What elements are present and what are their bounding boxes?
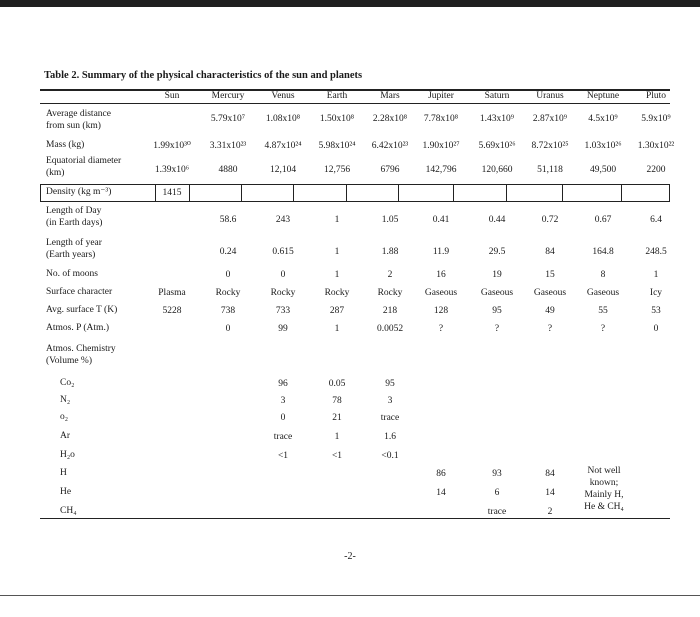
column-header-venus: Venus (271, 91, 295, 101)
cell-h2o-venus: <1 (277, 451, 289, 461)
cell-o2-mars: trace (380, 413, 400, 423)
column-header-sun: Sun (164, 91, 180, 101)
cell-moons-neptune: 8 (600, 270, 606, 280)
cell-diameter-neptune: 49,500 (589, 165, 617, 175)
cell-mass-uranus: 8.72x10²⁵ (531, 141, 569, 151)
cell-diameter-sun: 1.39x10⁶ (154, 165, 190, 175)
cell-moons-mercury: 0 (225, 270, 231, 280)
cell-temp-saturn: 95 (492, 306, 502, 316)
cell-moons-mars: 2 (387, 270, 393, 280)
row-label-co2: Co₂ (60, 378, 75, 388)
cell-moons-pluto: 1 (653, 270, 659, 280)
cell-pressure-pluto: 0 (653, 324, 659, 334)
cell-moons-venus: 0 (280, 270, 286, 280)
cell-pressure-venus: 99 (278, 324, 288, 334)
cell-pressure-mars: 0.0052 (376, 324, 404, 334)
cell-diameter-venus: 12,104 (269, 165, 297, 175)
cell-year-venus: 0.615 (272, 247, 294, 257)
column-header-jupiter: Jupiter (428, 91, 454, 101)
column-header-mars: Mars (380, 91, 400, 101)
cell-distance-neptune: 4.5x10⁹ (588, 114, 618, 124)
cell-mass-earth: 5.98x10²⁴ (318, 141, 356, 151)
row-label-he: He (60, 487, 72, 497)
cell-pressure-jupiter: ? (438, 324, 444, 334)
cell-diameter-jupiter: 142,796 (425, 165, 457, 175)
page-number: -2- (344, 551, 356, 562)
row-label-day-line2: (in Earth days) (46, 218, 103, 228)
cell-surface-mars: Rocky (377, 288, 403, 298)
cell-n2-earth: 78 (332, 396, 342, 406)
cell-ar-venus: trace (273, 432, 293, 442)
row-label-chem: Atmos. Chemistry (46, 344, 116, 354)
cell-mass-venus: 4.87x10²⁴ (264, 141, 302, 151)
cell-density-sun: 1415 (162, 188, 182, 198)
cell-mass-jupiter: 1.90x10²⁷ (422, 141, 460, 151)
cell-he-saturn: 6 (494, 488, 500, 498)
cell-n2-venus: 3 (280, 396, 286, 406)
cell-moons-uranus: 15 (545, 270, 555, 280)
header-bottom-rule (40, 103, 670, 104)
cell-year-pluto: 248.5 (645, 247, 667, 257)
cell-year-neptune: 164.8 (592, 247, 614, 257)
cell-diameter-saturn: 120,660 (481, 165, 513, 175)
cell-day-jupiter: 0.41 (432, 215, 450, 225)
cell-day-neptune: 0.67 (594, 215, 612, 225)
column-header-uranus: Uranus (536, 91, 564, 101)
table-title: Table 2. Summary of the physical characteristics of the sun and planets (44, 70, 363, 81)
cell-temp-earth: 287 (329, 306, 345, 316)
cell-n2-mars: 3 (387, 396, 393, 406)
neptune-note-line-2: known; (589, 478, 619, 488)
column-header-earth: Earth (326, 91, 348, 101)
column-header-mercury: Mercury (211, 91, 245, 101)
cell-distance-venus: 1.08x10⁸ (265, 114, 301, 124)
cell-moons-earth: 1 (334, 270, 340, 280)
cell-temp-uranus: 49 (545, 306, 555, 316)
cell-diameter-mars: 6796 (380, 165, 400, 175)
cell-surface-venus: Rocky (270, 288, 296, 298)
row-label-h: H (60, 468, 67, 478)
cell-co2-mars: 95 (385, 379, 395, 389)
row-label-density: Density (kg m⁻³) (46, 187, 112, 197)
row-label-mass: Mass (kg) (46, 140, 85, 150)
cell-temp-pluto: 53 (651, 306, 661, 316)
cell-pressure-uranus: ? (547, 324, 553, 334)
neptune-note-line-3: Mainly H, (584, 490, 624, 500)
row-label-surface: Surface character (46, 287, 113, 297)
cell-surface-saturn: Gaseous (480, 288, 514, 298)
cell-ch4-uranus: 2 (547, 507, 553, 517)
cell-surface-uranus: Gaseous (533, 288, 567, 298)
row-label-o2: o₂ (60, 412, 69, 422)
cell-moons-saturn: 19 (492, 270, 502, 280)
cell-he-uranus: 14 (545, 488, 555, 498)
cell-mass-neptune: 1.03x10²⁶ (584, 141, 622, 151)
cell-surface-neptune: Gaseous (586, 288, 620, 298)
cell-day-mars: 1.05 (381, 215, 399, 225)
row-label-n2: N₂ (60, 395, 71, 405)
cell-year-saturn: 29.5 (488, 247, 506, 257)
density-row-box (40, 184, 670, 202)
page-bottom-line (0, 595, 700, 596)
cell-year-uranus: 84 (545, 247, 555, 257)
column-header-neptune: Neptune (586, 91, 620, 101)
cell-year-jupiter: 11.9 (432, 247, 450, 257)
row-label-chem-line2: (Volume %) (46, 356, 92, 366)
row-label-distance-line2: from sun (km) (46, 121, 101, 131)
cell-pressure-mercury: 0 (225, 324, 231, 334)
cell-pressure-earth: 1 (334, 324, 340, 334)
cell-year-earth: 1 (334, 247, 340, 257)
cell-day-earth: 1 (334, 215, 340, 225)
cell-h-jupiter: 86 (436, 469, 446, 479)
cell-mass-sun: 1.99x10³⁰ (153, 141, 191, 151)
cell-moons-jupiter: 16 (436, 270, 446, 280)
cell-pressure-saturn: ? (494, 324, 500, 334)
cell-h-uranus: 84 (545, 469, 555, 479)
row-label-h2o: H₂o (60, 450, 75, 460)
cell-day-venus: 243 (275, 215, 291, 225)
top-bar (0, 0, 700, 7)
cell-day-uranus: 0.72 (541, 215, 559, 225)
cell-mass-mars: 6.42x10²³ (371, 141, 409, 151)
cell-co2-earth: 0.05 (328, 379, 346, 389)
cell-surface-sun: Plasma (158, 288, 186, 298)
table-bottom-rule (40, 518, 670, 519)
cell-temp-mars: 218 (382, 306, 398, 316)
row-label-diameter: Equatorial diameter (46, 156, 122, 166)
neptune-note-line-1: Not well (587, 466, 621, 476)
cell-surface-pluto: Icy (649, 288, 663, 298)
column-header-pluto: Pluto (645, 91, 667, 101)
cell-o2-earth: 21 (332, 413, 342, 423)
cell-day-saturn: 0.44 (488, 215, 506, 225)
cell-ar-mars: 1.6 (384, 432, 396, 442)
cell-temp-neptune: 55 (598, 306, 608, 316)
row-label-moons: No. of moons (46, 269, 98, 279)
cell-co2-venus: 96 (278, 379, 288, 389)
cell-mass-saturn: 5.69x10²⁶ (478, 141, 516, 151)
cell-diameter-mercury: 4880 (218, 165, 238, 175)
cell-o2-venus: 0 (280, 413, 286, 423)
cell-surface-earth: Rocky (324, 288, 350, 298)
cell-diameter-earth: 12,756 (323, 165, 351, 175)
cell-day-pluto: 6.4 (650, 215, 662, 225)
cell-year-mars: 1.88 (381, 247, 399, 257)
cell-h2o-mars: <0.1 (381, 451, 399, 461)
cell-h-saturn: 93 (492, 469, 502, 479)
cell-h2o-earth: <1 (331, 451, 343, 461)
row-label-day: Length of Day (46, 206, 102, 216)
cell-distance-saturn: 1.43x10⁹ (479, 114, 515, 124)
cell-surface-jupiter: Gaseous (424, 288, 458, 298)
row-label-ch4: CH₄ (60, 506, 77, 516)
cell-distance-pluto: 5.9x10⁹ (641, 114, 671, 124)
cell-diameter-pluto: 2200 (646, 165, 666, 175)
column-header-saturn: Saturn (484, 91, 510, 101)
cell-mass-pluto: 1.30x10²² (637, 141, 675, 151)
cell-distance-uranus: 2.87x10⁹ (532, 114, 568, 124)
cell-day-mercury: 58.6 (219, 215, 237, 225)
cell-year-mercury: 0.24 (219, 247, 237, 257)
row-label-pressure: Atmos. P (Atm.) (46, 323, 109, 333)
row-label-distance: Average distance (46, 109, 111, 119)
cell-distance-mars: 2.28x10⁸ (372, 114, 408, 124)
row-label-year-line2: (Earth years) (46, 250, 96, 260)
row-label-temp: Avg. surface T (K) (46, 305, 118, 315)
row-label-year: Length of year (46, 238, 102, 248)
cell-temp-jupiter: 128 (433, 306, 449, 316)
cell-ch4-saturn: trace (487, 507, 507, 517)
row-label-diameter-line2: (km) (46, 168, 65, 178)
cell-mass-mercury: 3.31x10²³ (209, 141, 247, 151)
cell-surface-mercury: Rocky (215, 288, 241, 298)
row-label-ar: Ar (60, 431, 71, 441)
cell-he-jupiter: 14 (436, 488, 446, 498)
cell-distance-jupiter: 7.78x10⁸ (423, 114, 459, 124)
cell-temp-venus: 733 (275, 306, 291, 316)
cell-temp-sun: 5228 (162, 306, 182, 316)
cell-ar-earth: 1 (334, 432, 340, 442)
cell-distance-earth: 1.50x10⁸ (319, 114, 355, 124)
header-top-rule (40, 89, 670, 91)
cell-pressure-neptune: ? (600, 324, 606, 334)
cell-diameter-uranus: 51,118 (537, 165, 563, 175)
cell-temp-mercury: 738 (220, 306, 236, 316)
neptune-note-line-4: He & CH₄ (584, 502, 624, 512)
cell-distance-mercury: 5.79x10⁷ (210, 114, 246, 124)
